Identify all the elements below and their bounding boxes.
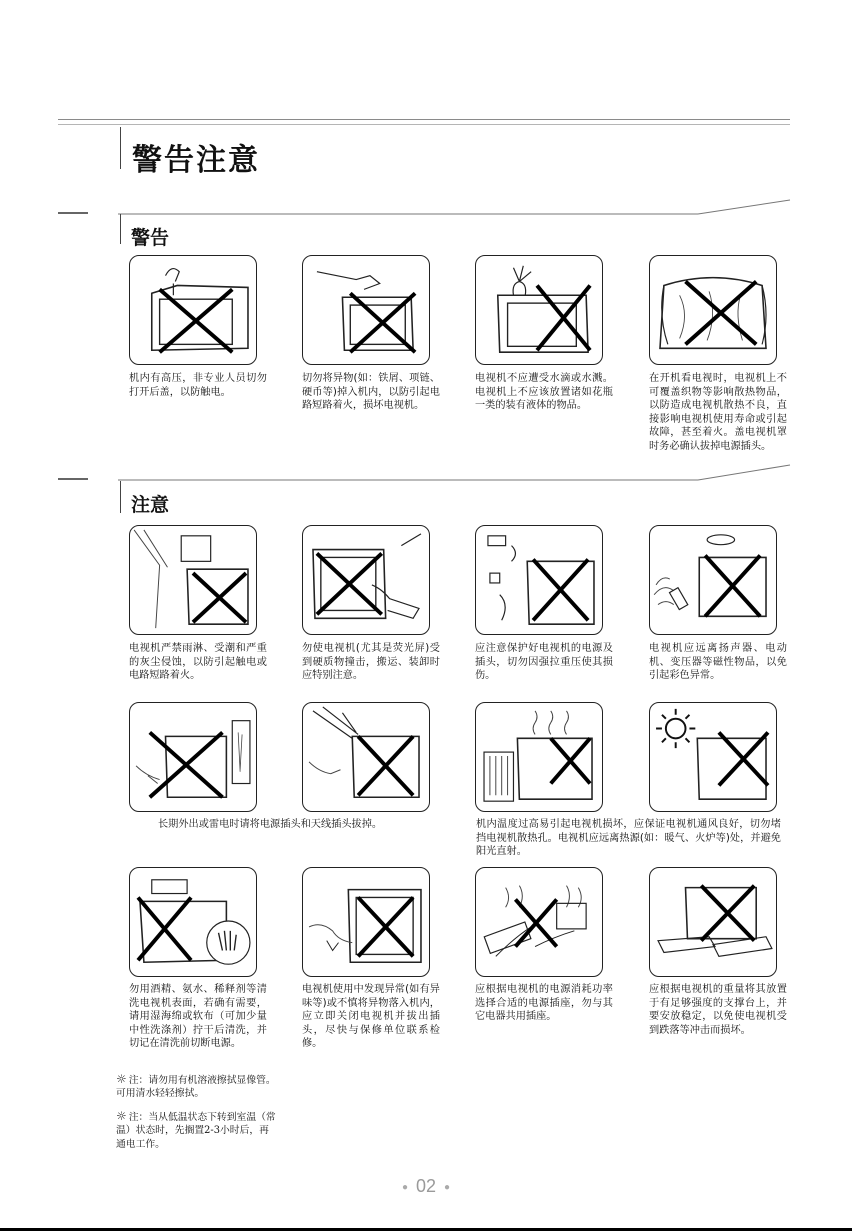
caution-illustration-9 [129,867,257,977]
warning-illustration-2 [302,255,430,365]
caution-illustration-10 [302,867,430,977]
warning-text-1: 机内有高压，非专业人员切勿打开后盖，以防触电。 [129,373,267,398]
warning-illustration-1 [129,255,257,365]
warning-text-3: 电视机不应遭受水滴或水溅。电视机上不应该放置诸如花瓶一类的装有液体的物品。 [475,373,613,412]
caution-heading: 注意 [131,494,170,516]
bulb-icon: ☼ [116,1109,127,1123]
warning-illustration-3 [475,255,603,365]
caution-illustration-12 [649,867,777,977]
note-1 [116,1073,276,1101]
caution-text-4: 电视机应远离扬声器、电动机、变压器等磁性物品，以免引起彩色异常。 [649,643,787,682]
caution-illustration-5 [129,702,257,812]
warning-rule-left [58,212,88,214]
caution-text-9: 应根据电视机的电源消耗功率选择合适的电源插座，勿与其它电器共用插座。 [475,984,613,1023]
caution-text-1: 电视机严禁雨淋、受潮和严重的灰尘侵蚀，以防引起触电或电路短路着火。 [129,643,267,682]
caution-text-10: 应根据电视机的重量将其放置于有足够强度的支撑台上，并要安放稳定，以免使电视机受到跌落等冲击而损坏。 [649,984,787,1036]
top-rule [58,119,790,120]
warning-heading: 警告 [131,227,170,249]
caution-bar [120,481,121,513]
caution-illustration-1 [129,525,257,635]
caution-illustration-4 [649,525,777,635]
note-2-text: 注：当从低温状态下转到室温（常温）状态时，先搁置2-3小时后，再通电工作。 [116,1112,276,1150]
caution-text-5: 长期外出或雷电时请将电源插头和天线插头拔掉。 [158,819,383,830]
caution-illustration-7 [475,702,603,812]
caution-text-2: 勿使电视机(尤其是荧光屏)受到硬质物撞击，搬运、装卸时应特别注意。 [302,643,440,682]
warning-text-2: 切勿将异物(如：铁屑、项链、硬币等)掉入机内，以防引起电路短路着火，损坏电视机。 [302,373,440,412]
page-number-dot-left: ● [401,1181,408,1193]
note-2 [116,1110,276,1151]
page-title: 警告注意 [132,143,260,178]
caution-illustration-6 [302,702,430,812]
warning-bar [120,214,121,244]
caution-text-6: 机内温度过高易引起电视机损坏，应保证电视机通风良好，切勿堵挡电视机散热孔。电视机应远离热源(如：暖气、火炉等)处，并避免阳光直射。 [476,819,781,858]
caution-illustration-11 [475,867,603,977]
caution-illustration-8 [649,702,777,812]
title-bar [120,127,121,169]
page-number-dot-right: ● [444,1181,451,1193]
warning-rule-line [118,198,794,218]
note-1-text: 注：请勿用有机溶液擦拭显像管。可用清水轻轻擦拭。 [116,1075,276,1100]
warning-text-4: 在开机看电视时，电视机上不可覆盖织物等影响散热物品，以防造成电视机散热不良，直接影响电视机使用寿命或引起故障，甚至着火。盖电视机罩时务必确认拔掉电源插头。 [649,373,787,452]
caution-rule-line [118,462,794,484]
caution-text-7: 勿用酒精、氨水、稀释剂等清洗电视机表面，若确有需要，请用湿海绵或软布（可加少量中性洗涤剂）拧干后清洗，并切记在清洗前切断电源。 [129,984,267,1050]
top-rule-2 [58,124,790,125]
page-number-value: 02 [415,1176,437,1196]
caution-illustration-3 [475,525,603,635]
page-number [0,1176,852,1197]
caution-text-3: 应注意保护好电视机的电源及插头，切勿因强拉重压使其损伤。 [475,643,613,682]
bulb-icon: ☼ [116,1072,127,1086]
caution-text-8: 电视机使用中发现异常(如有异味等)或不慎将异物落入机内，应立即关闭电视机并拔出插头，尽快与保修单位联系检修。 [302,984,440,1050]
caution-illustration-2 [302,525,430,635]
warning-illustration-4 [649,255,777,365]
caution-rule-left [58,478,88,480]
